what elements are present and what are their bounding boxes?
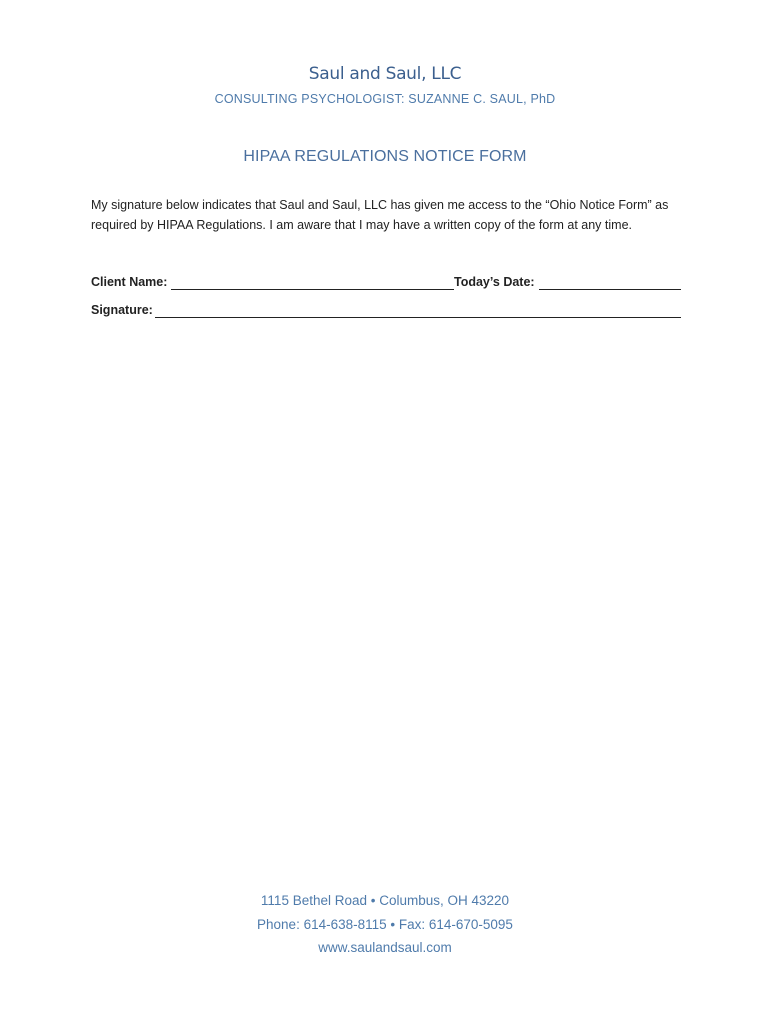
footer-website: www.saulandsaul.com [318,940,452,955]
todays-date-field[interactable] [539,275,681,290]
client-name-date-row [91,275,681,293]
acknowledgement-paragraph: My signature below indicates that Saul and Saul, LLC has given me access to the “Ohio Notice Form” as required by HIPAA Regulations. I am aware that I may have a written copy of the form at any time. [91,198,669,232]
client-name-label: Client Name: [91,275,168,289]
footer-address: 1115 Bethel Road • Columbus, OH 43220 [260,893,510,908]
client-name-field[interactable] [171,275,454,290]
form-title: HIPAA REGULATIONS NOTICE FORM [243,148,527,165]
footer-phone-fax: Phone: 614-638-8115 • Fax: 614-670-5095 [257,917,513,932]
company-name: Saul and Saul, LLC [308,64,462,84]
signature-field[interactable] [155,303,681,318]
todays-date-label: Today’s Date: [454,275,535,289]
signature-label: Signature: [91,303,153,317]
signature-row [91,303,681,321]
company-subtitle: CONSULTING PSYCHOLOGIST: SUZANNE C. SAUL, PhD [214,92,556,106]
